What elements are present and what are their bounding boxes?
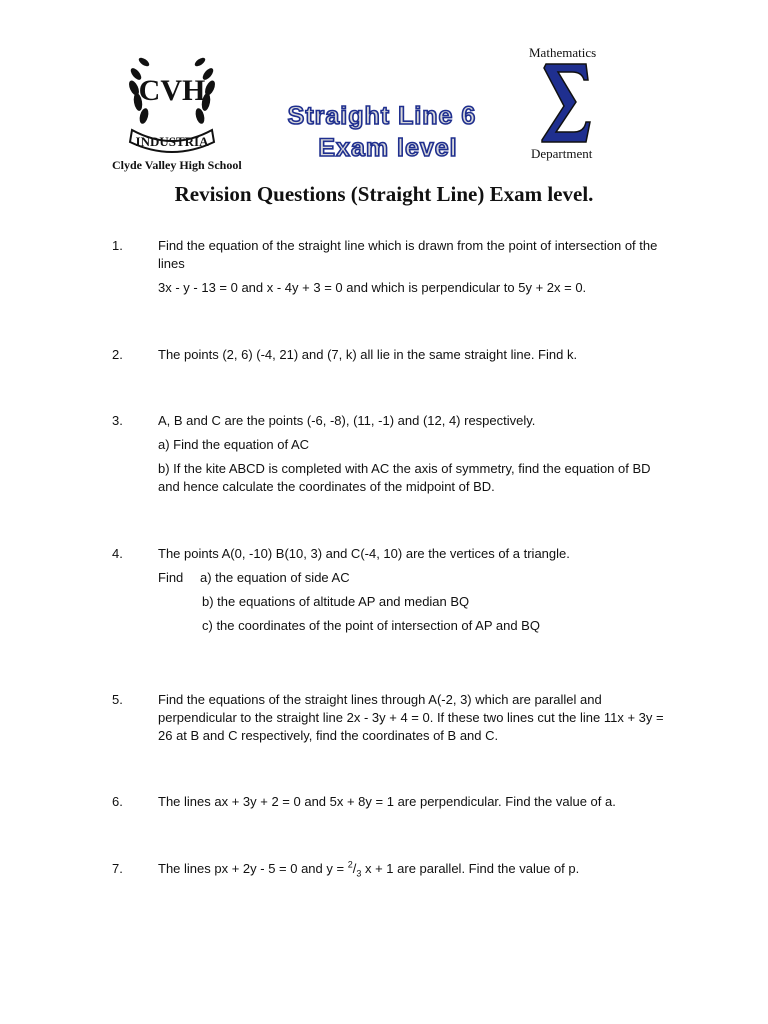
question-text: Find the equations of the straight lines through A(-2, 3) which are parallel and perpendicular to the straight line 2x - 3y + 4 = 0. If these two lines cut the line 11x + 3y = 26 at B and C respectively, find the coordinates of B and C. <box>158 692 664 743</box>
logo-initials: CVH <box>138 74 206 107</box>
find-label: Find <box>158 570 184 585</box>
school-crest-logo <box>124 44 220 160</box>
question-text: Find the equation of the straight line which is drawn from the point of intersection of the lines <box>158 238 658 271</box>
sigma-icon <box>536 60 592 146</box>
department-bottom-label: Department <box>531 146 593 161</box>
department-top-label: Mathematics <box>529 45 597 60</box>
question-text: The points A(0, -10) B(10, 3) and C(-4, 10) are the vertices of a triangle. <box>158 546 570 561</box>
question-part-b: b) If the kite ABCD is completed with AC the axis of symmetry, find the equation of BD and hence calculate the coordinates of the midpoint of BD. <box>158 461 651 494</box>
question-number: 7. <box>112 861 123 876</box>
fraction-slash: / <box>352 861 357 876</box>
question-text: The points (2, 6) (-4, 21) and (7, k) all lie in the same straight line. Find k. <box>158 347 578 362</box>
question-number: 6. <box>112 794 123 809</box>
banner-line-2: Exam level <box>318 134 458 162</box>
question-number: 4. <box>112 546 123 561</box>
question-number: 1. <box>112 238 123 253</box>
question-part-a: a) Find the equation of AC <box>158 437 310 452</box>
banner-line-1: Straight Line 6 <box>287 102 477 130</box>
question-text: The lines ax + 3y + 2 = 0 and 5x + 8y = 1 are perpendicular. Find the value of a. <box>158 794 616 809</box>
fraction-denominator: 3 <box>356 868 362 879</box>
question-text <box>158 860 668 878</box>
question-text: A, B and C are the points (-6, -8), (11, -1) and (12, 4) respectively. <box>158 413 536 428</box>
question-number: 5. <box>112 692 123 707</box>
question-text-pre: The lines px + 2y - 5 = 0 and y = <box>158 861 348 876</box>
title-banner <box>238 96 528 164</box>
question-text-post: x + 1 are parallel. Find the value of p. <box>361 861 580 876</box>
school-name: Clyde Valley High School <box>112 158 242 172</box>
question-part-c: c) the coordinates of the point of intersection of AP and BQ <box>202 618 540 633</box>
question-part-b: b) the equations of altitude AP and median BQ <box>202 594 470 609</box>
fraction-numerator: 2 <box>347 859 353 870</box>
question-text: 3x - y - 13 = 0 and x - 4y + 3 = 0 and which is perpendicular to 5y + 2x = 0. <box>158 280 587 295</box>
question-number: 2. <box>112 347 123 362</box>
page-title: Revision Questions (Straight Line) Exam level. <box>174 182 594 206</box>
logo-ribbon-text: INDUSTRIA <box>135 134 209 149</box>
question-part-a: a) the equation of side AC <box>200 570 350 585</box>
question-number: 3. <box>112 413 123 428</box>
